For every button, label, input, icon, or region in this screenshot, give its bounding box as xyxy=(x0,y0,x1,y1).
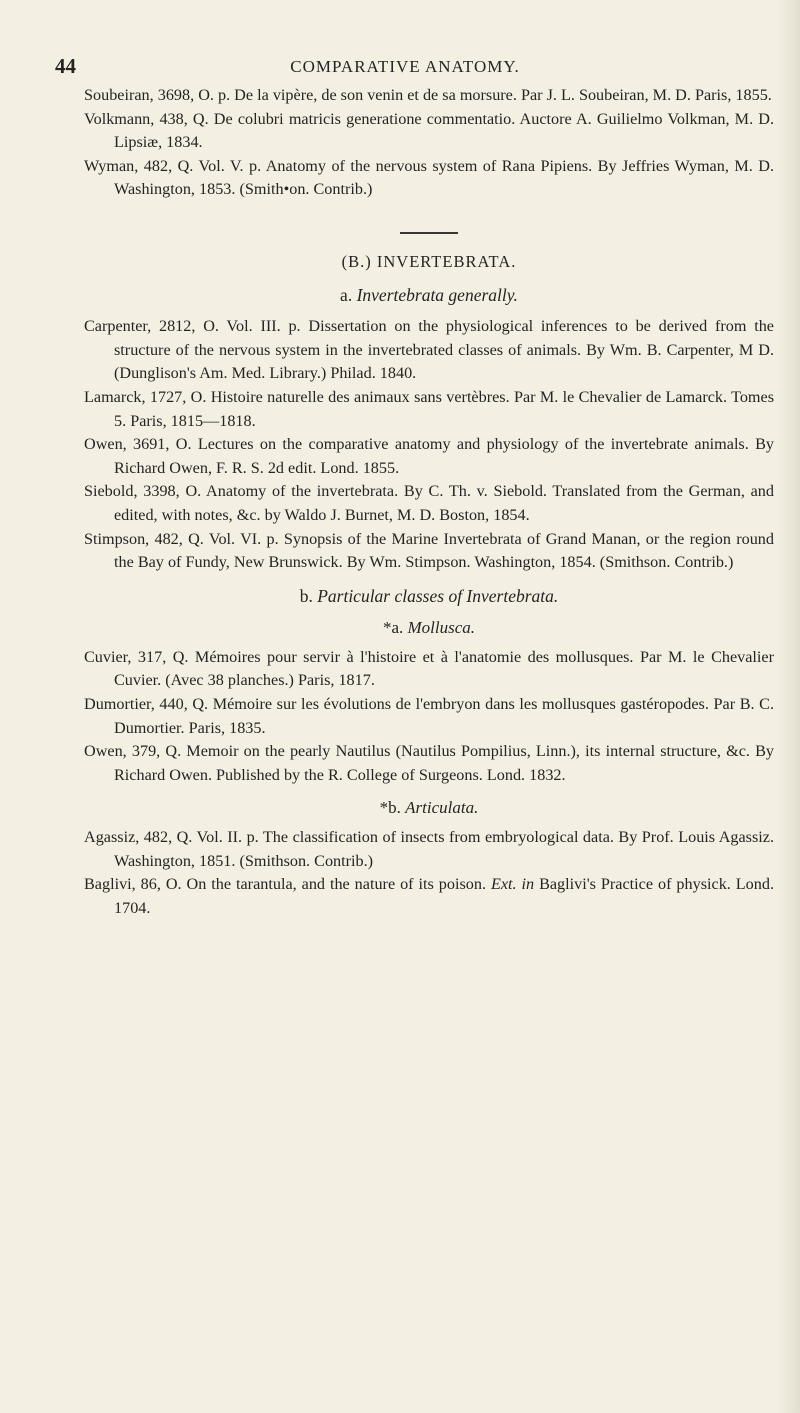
entry-wyman: Wyman, 482, Q. Vol. V. p. Anatomy of the nervous system of Rana Pipiens. By Jeffries Wyman, M. D. Washington, 1853. (Smith•on. Contrib.) xyxy=(84,156,774,199)
entry-owen-nautilus: Owen, 379, Q. Memoir on the pearly Nautilus (Nautilus Pompilius, Linn.), its internal structure, &c. By Richard Owen. Published by the R. College of Surgeons. Lond. 1832. xyxy=(84,742,774,784)
subheading-particular-classes xyxy=(84,585,774,609)
running-title: COMPARATIVE ANATOMY. xyxy=(290,57,520,76)
subheading-label: *a. xyxy=(382,618,404,638)
page-content xyxy=(84,84,774,920)
entry-agassiz: Agassiz, 482, Q. Vol. II. p. The classification of insects from embryological data. By Prof. Louis Agassiz. Washington, 1851. (Smithson. Contrib.) xyxy=(84,828,774,870)
entry-stimpson: Stimpson, 482, Q. Vol. VI. p. Synopsis of the Marine Invertebrata of Grand Manan, or the region round the Bay of Fundy, New Brunswick. By Wm. Stimpson. Washington, 1854. (Smithson. Contrib.) xyxy=(84,529,774,572)
subheading-title: Mollusca. xyxy=(407,618,476,638)
section-divider xyxy=(400,232,458,234)
entry-lamarck: Lamarck, 1727, O. Histoire naturelle des animaux sans vertèbres. Par M. le Chevalier de Lamarck. Tomes 5. Paris, 1815—1818. xyxy=(84,387,774,430)
entry-cuvier: Cuvier, 317, Q. Mémoires pour servir à l'histoire et à l'anatomie des mollusques. Par M. le Chevalier Cuvier. (Avec 38 planches.) Paris, 1817. xyxy=(84,647,774,690)
running-head xyxy=(55,54,755,80)
page-edge-shadow xyxy=(778,0,800,1413)
entry-text: Baglivi, 86, O. On the tarantula, and the nature of its poison. xyxy=(84,875,486,894)
subheading-articulata xyxy=(84,796,774,820)
subheading-label: a. xyxy=(340,284,353,305)
extract-note: Ext. in xyxy=(490,875,535,894)
entry-text: Baglivi's Practice of physick. Lond. 1704. xyxy=(114,875,774,917)
subheading-mollusca xyxy=(84,616,774,640)
entry-siebold: Siebold, 3398, O. Anatomy of the invertebrata. By C. Th. v. Siebold. Translated from the German, and edited, with notes, &c. by Waldo J. Burnet, M. D. Boston, 1854. xyxy=(84,482,774,524)
subheading-invertebrata-generally xyxy=(84,284,774,308)
subheading-title: Particular classes of Invertebrata. xyxy=(317,585,559,606)
entry-carpenter: Carpenter, 2812, O. Vol. III. p. Dissertation on the physiological inferences to be derived from the structure of the nervous system in the invertebrated classes of animals. By Wm. B. Carpenter, M D. (Dunglison's Am. Med. Library.) Philad. 1840. xyxy=(84,317,774,383)
subheading-label: b. xyxy=(299,585,313,606)
entry-owen-lectures: Owen, 3691, O. Lectures on the comparative anatomy and physiology of the invertebrate animals. By Richard Owen, F. R. S. 2d edit. Lond. 1855. xyxy=(84,435,774,477)
subheading-label: *b. xyxy=(379,798,401,818)
entry-baglivi xyxy=(84,873,774,920)
section-heading-invertebrata: (B.) INVERTEBRATA. xyxy=(341,251,517,271)
entry-volkmann: Volkmann, 438, Q. De colubri matricis generatione commentatio. Auctore A. Guilielmo Volkman, M. D. Lipsiæ, 1834. xyxy=(84,109,774,152)
page-number: 44 xyxy=(55,54,76,78)
entry-soubeiran: Soubeiran, 3698, O. p. De la vipère, de son venin et de sa morsure. Par J. L. Soubeiran, M. D. Paris, 1855. xyxy=(84,86,772,104)
subheading-title: Articulata. xyxy=(405,798,479,818)
subheading-title: Invertebrata generally. xyxy=(356,284,518,305)
entry-dumortier: Dumortier, 440, Q. Mémoire sur les évolutions de l'embryon dans les mollusques gastéropodes. Par B. C. Dumortier. Paris, 1835. xyxy=(84,695,774,737)
